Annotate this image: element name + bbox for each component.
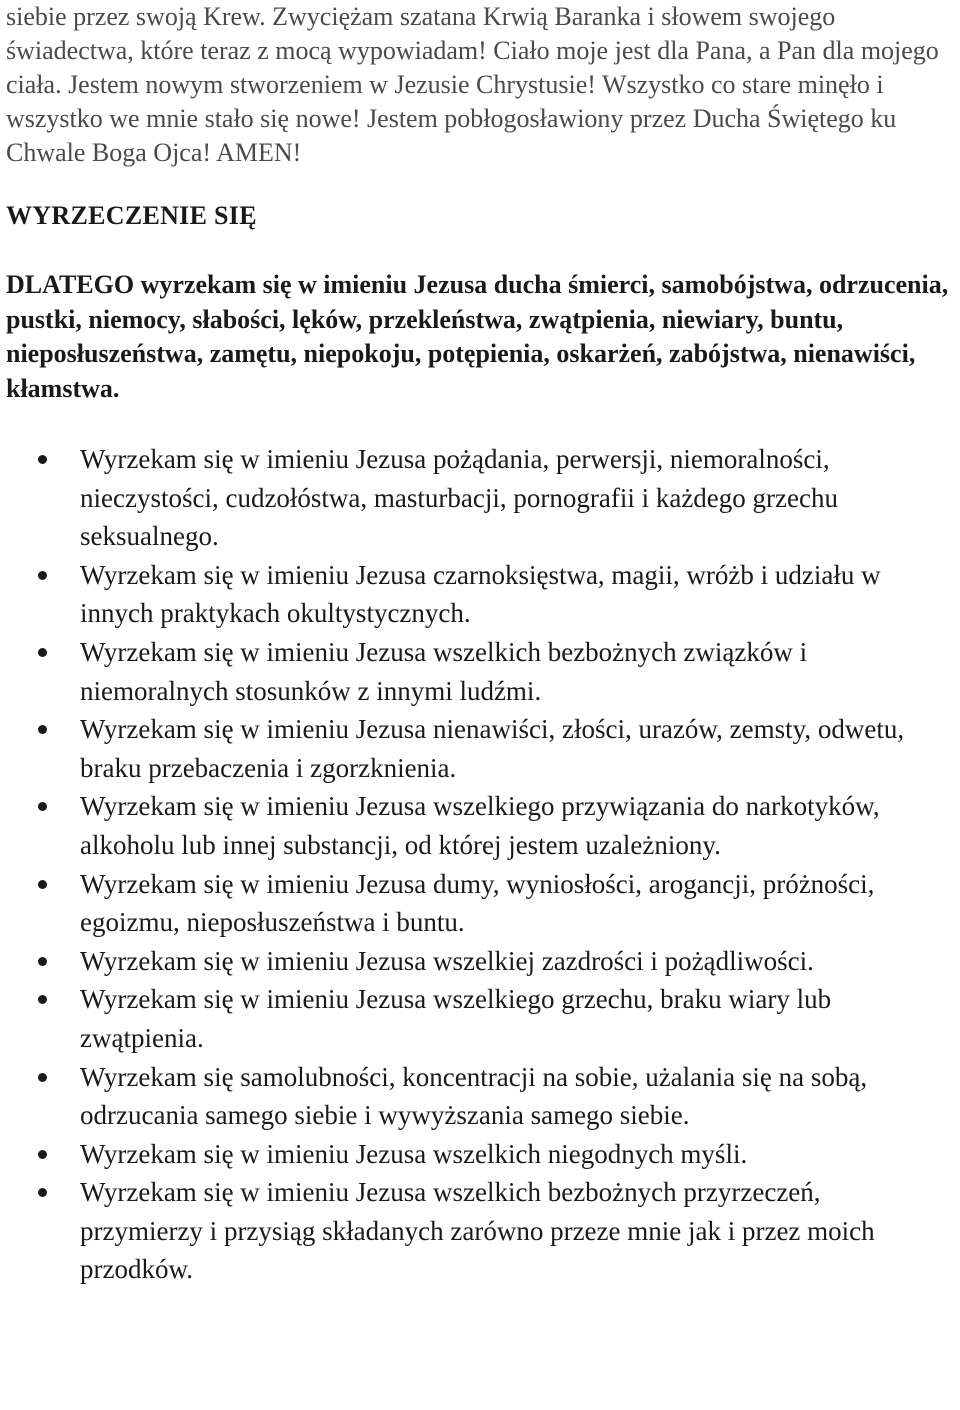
list-item-text: Wyrzekam się w imieniu Jezusa pożądania, perwersji, niemoralności, nieczystości, cudzołóstwa, masturbacji, pornografii i każdego grzechu seksualnego. — [80, 444, 838, 552]
list-item — [0, 556, 960, 633]
renunciation-list — [0, 440, 960, 1289]
intro-paragraph: siebie przez swoją Krew. Zwyciężam szatana Krwią Baranka i słowem swojego świadectwa, które teraz z mocą wypowiadam! Ciało moje jest dla Pana, a Pan dla mojego ciała. Jestem nowym stworzeniem w Jezusie Chrystusie! Wszystko co stare minęło i wszystko we mnie stało się nowe! Jestem pobłogosławiony przez Ducha Świętego ku Chwale Boga Ojca! AMEN! — [6, 2, 939, 167]
list-item — [0, 1173, 960, 1289]
bullet-icon — [38, 571, 47, 580]
bullet-icon — [38, 880, 47, 889]
bullet-icon — [38, 1150, 47, 1159]
list-item-text: Wyrzekam się w imieniu Jezusa nienawiści, złości, urazów, zemsty, odwetu, braku przebaczenia i zgorzknienia. — [80, 714, 905, 783]
list-item-text: Wyrzekam się w imieniu Jezusa wszelkich niegodnych myśli. — [80, 1138, 748, 1169]
list-item-text: Wyrzekam się w imieniu Jezusa wszelkich bezbożnych związków i niemoralnych stosunków z innymi ludźmi. — [80, 636, 808, 706]
bullet-icon — [38, 1188, 47, 1197]
list-item-text: Wyrzekam się w imieniu Jezusa czarnoksięstwa, magii, wróżb i udziału w innych praktykach okultystycznych. — [80, 559, 881, 629]
list-item-text: Wyrzekam się w imieniu Jezusa wszelkiej zazdrości i pożądliwości. — [80, 945, 814, 976]
bullet-icon — [38, 957, 47, 966]
bullet-icon — [38, 802, 47, 811]
list-item — [0, 710, 960, 787]
list-item-text: Wyrzekam się samolubności, koncentracji na sobie, użalania się na sobą, odrzucania samego siebie i wywyższania samego siebie. — [80, 1061, 868, 1131]
list-item-text: Wyrzekam się w imieniu Jezusa wszelkiego grzechu, braku wiary lub zwątpienia. — [80, 984, 832, 1053]
list-item-text: Wyrzekam się w imieniu Jezusa wszelkiego przywiązania do narkotyków, alkoholu lub innej substancji, od której jestem uzależniony. — [80, 791, 880, 860]
list-item — [0, 633, 960, 710]
list-item — [0, 942, 960, 981]
list-item — [0, 865, 960, 942]
section-heading: WYRZECZENIE SIĘ — [6, 201, 257, 230]
bullet-icon — [38, 1073, 47, 1082]
list-item — [0, 787, 960, 864]
bullet-icon — [38, 455, 47, 464]
list-item-text: Wyrzekam się w imieniu Jezusa dumy, wyniosłości, arogancji, próżności, egoizmu, nieposłuszeństwa i buntu. — [80, 868, 875, 938]
list-item-text: Wyrzekam się w imieniu Jezusa wszelkich bezbożnych przyrzeczeń, przymierzy i przysiąg składanych zarówno przeze mnie jak i przez moich przodków. — [80, 1177, 875, 1285]
list-item — [0, 440, 960, 556]
list-item — [0, 980, 960, 1057]
bullet-icon — [38, 995, 47, 1004]
renunciation-paragraph: DLATEGO wyrzekam się w imieniu Jezusa ducha śmierci, samobójstwa, odrzucenia, pustki, niemocy, słabości, lęków, przekleństwa, zwątpienia, niewiary, buntu, nieposłuszeństwa, zamętu, niepokoju, potępienia, oskarżeń, zabójstwa, nienawiści, kłamstwa. — [6, 270, 949, 403]
list-item — [0, 1135, 960, 1174]
list-item — [0, 1058, 960, 1135]
bullet-icon — [38, 725, 47, 734]
bullet-icon — [38, 648, 47, 657]
